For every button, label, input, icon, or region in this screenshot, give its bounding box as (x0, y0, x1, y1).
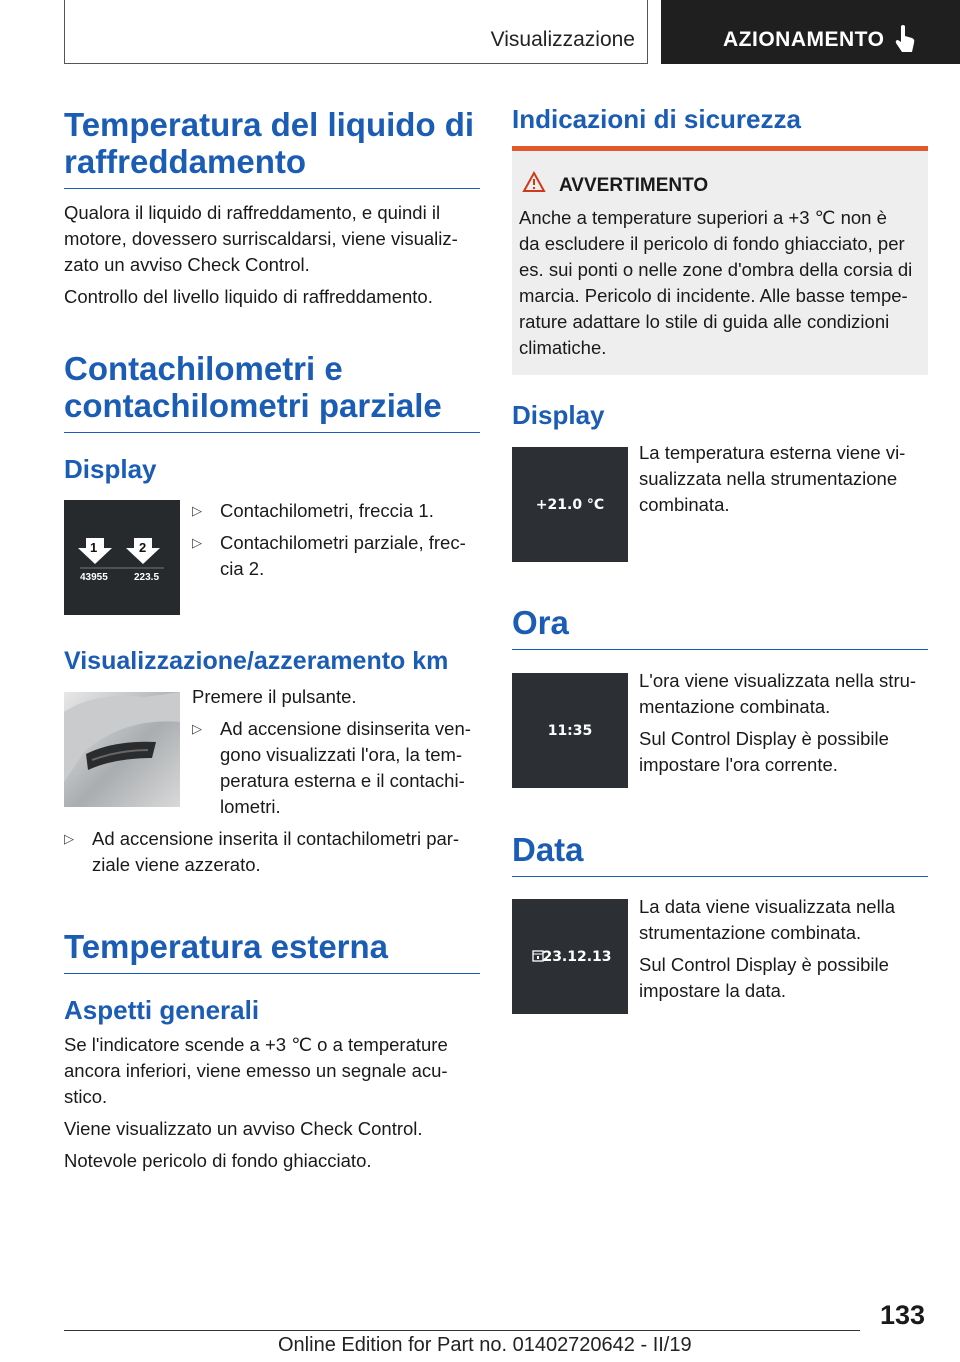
date-line: Sul Control Display è possibile (639, 954, 889, 975)
arrow-label-1: 1 (90, 540, 98, 555)
warning-line: da escludere il pericolo di fondo ghiacciato, per (519, 233, 905, 254)
reset-bullet-2 (64, 826, 484, 878)
time-value: 11:35 (547, 723, 593, 739)
header-section-title: Visualizzazione (490, 28, 635, 51)
warning-triangle-icon (522, 171, 546, 193)
bullet-text: Contachilometri parziale, frec- (220, 532, 466, 553)
triangle-bullet-icon: ▷ (192, 503, 202, 518)
triangle-bullet-icon: ▷ (192, 535, 202, 550)
date-line: strumentazione combinata. (639, 922, 862, 943)
reset-button-icon (64, 692, 180, 807)
date-title: Data (512, 831, 928, 877)
coolant-title: Temperatura del liquido di raffreddamento (64, 106, 480, 189)
outside-temp-title: Temperatura esterna (64, 928, 480, 974)
odometer-title-line-1: Contachilometri e (64, 350, 343, 387)
outside-temp-value: +21.0 °C (535, 497, 605, 513)
display-line: La temperatura esterna viene vi- (639, 442, 906, 463)
page-number: 133 (880, 1300, 926, 1330)
header-chapter-tab (661, 0, 960, 64)
odometer-value: 43955 (80, 572, 108, 583)
bullet-text: peratura esterna e il contachi- (220, 770, 465, 791)
time-line: mentazione combinata. (639, 696, 831, 717)
outside-line-2: ancora inferiori, viene emesso un segnale acu- (64, 1060, 448, 1081)
warning-line: marcia. Pericolo di incidente. Alle basse tempe- (519, 285, 908, 306)
date-value: 23.12.13 (542, 949, 612, 965)
safety-heading: Indicazioni di sicurezza (512, 104, 801, 134)
warning-text (519, 205, 929, 361)
bullet-text: Ad accensione disinserita ven- (220, 718, 471, 739)
outside-temp-section (64, 928, 480, 974)
odometer-section (64, 350, 480, 433)
warning-box (512, 146, 928, 375)
warning-line: es. sui ponti o nelle zone d'ombra della corsia di (519, 259, 913, 280)
time-display-image (512, 673, 628, 788)
triangle-bullet-icon: ▷ (64, 831, 74, 846)
time-line: L'ora viene visualizzata nella stru- (639, 670, 917, 691)
bullet-text: gono visualizzati l'ora, la tem- (220, 744, 463, 765)
check-control-text: Viene visualizzato un avviso Check Control. (64, 1118, 423, 1139)
bullet-text: lometri. (220, 796, 281, 817)
odometer-title (64, 350, 480, 433)
display-line: combinata. (639, 494, 730, 515)
warning-label: AVVERTIMENTO (559, 175, 709, 196)
time-section (512, 604, 928, 650)
general-heading: Aspetti generali (64, 995, 260, 1025)
outside-line-3: stico. (64, 1086, 108, 1107)
odometer-bullet-2 (192, 530, 482, 582)
odometer-title-line-2: contachilometri parziale (64, 387, 442, 424)
odometer-display-image (64, 500, 180, 615)
trip-value: 223.5 (134, 572, 160, 583)
footer-divider (64, 1330, 860, 1331)
date-line: impostare la data. (639, 980, 787, 1001)
coolant-level-text: Controllo del livello liquido di raffreddamento. (64, 286, 433, 307)
display-line: sualizzata nella strumentazione (639, 468, 898, 489)
header-section-tab (64, 0, 648, 64)
time-line: Sul Control Display è possibile (639, 728, 889, 749)
outside-line-1: Se l'indicatore scende a +3 ℃ o a temperature (64, 1034, 448, 1055)
time-line: impostare l'ora corrente. (639, 754, 838, 775)
date-line: La data viene visualizzata nella (639, 896, 896, 917)
warning-line: Anche a temperature superiori a +3 ℃ non è (519, 207, 887, 228)
coolant-line-1: Qualora il liquido di raffreddamento, e quindi il (64, 202, 441, 223)
date-section (512, 831, 928, 877)
outside-temp-text (64, 1032, 484, 1174)
odometer-display-heading: Display (64, 454, 157, 484)
coolant-line-2: motore, dovessero surriscaldarsi, viene visualiz- (64, 228, 458, 249)
time-text (639, 668, 929, 778)
coolant-text (64, 200, 480, 310)
footer-edition: Online Edition for Part no. 01402720642 - II/19 (278, 1334, 692, 1356)
pointing-hand-icon (894, 24, 916, 54)
reset-heading: Visualizzazione/azzeramento km (64, 647, 449, 675)
press-button-text: Premere il pulsante. (192, 686, 357, 707)
down-arrows-icon (64, 500, 180, 615)
display-heading: Display (512, 400, 605, 430)
warning-line: rature adattare lo stile di guida alle condizioni (519, 311, 890, 332)
bullet-text: ziale viene azzerato. (92, 854, 261, 875)
coolant-line-3: zato un avviso Check Control. (64, 254, 310, 275)
header-chapter-title: AZIONAMENTO (723, 28, 885, 51)
reset-button-image (64, 692, 180, 807)
arrow-label-2: 2 (139, 540, 147, 555)
outside-temp-display-image (512, 447, 628, 562)
coolant-section (64, 106, 480, 189)
triangle-bullet-icon: ▷ (192, 721, 202, 736)
bullet-text: cia 2. (220, 558, 265, 579)
date-display-image (512, 899, 628, 1014)
warning-line: climatiche. (519, 337, 607, 358)
reset-bullet-1 (192, 716, 482, 820)
bullet-text: Contachilometri, freccia 1. (220, 500, 434, 521)
date-text (639, 894, 929, 1004)
display-text (639, 440, 929, 518)
bullet-text: Ad accensione inserita il contachilometri par- (92, 828, 460, 849)
time-title: Ora (512, 604, 928, 650)
ice-warning-text: Notevole pericolo di fondo ghiacciato. (64, 1150, 372, 1171)
odometer-bullet-1 (192, 498, 482, 524)
